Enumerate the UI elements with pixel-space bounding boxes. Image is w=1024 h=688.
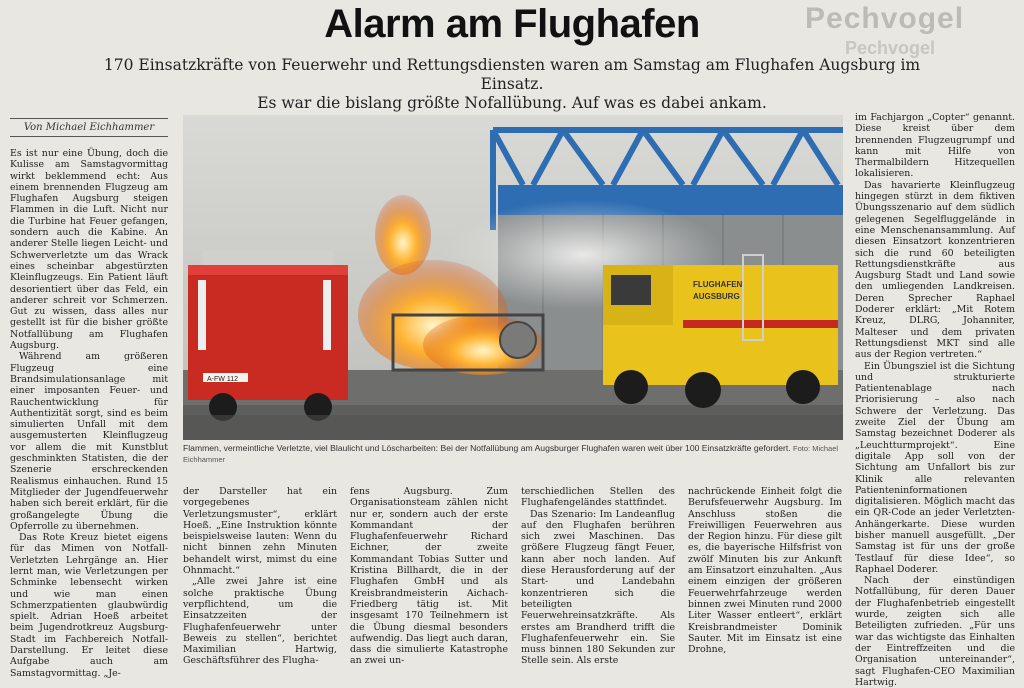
paragraph: „Alle zwei Jahre ist eine solche praktische Übung verpflichtend, um die Einsatzzeiten der Flughafenfeuerwehr unter Beweis zu stellen“, berichtet Maximilian Hartwig, Geschäftsführer des Flugha- — [183, 576, 337, 667]
text-column-6 — [855, 112, 1015, 688]
neighbor-article-ghost-header: Pechvogel — [805, 2, 965, 35]
text-column-3 — [350, 486, 508, 667]
caption-text: Flammen, vermeintliche Verletzte, viel Blaulicht und Löscharbeiten: Bei der Notfallübung am Augsburger Flughafen waren weit über 100 Einsatzkräfte gefordert. — [183, 443, 791, 453]
text-column-4 — [521, 486, 675, 667]
paragraph: Während am größeren Flugzeug eine Brandsimulationsanlage mit einer imposanten Feuer- und Rauchentwicklung für Authentizität sorgt, sind es beim simulierten Unfall mit dem ausgemusterten Kleinflugzeug vor allem die mit Kunstblut geschminkten Statisten, die der Szenerie erschreckenden Realismus einhauchen. Rund 15 Mitglieder der Jugendfeuerwehr haben sich bereit erklärt, für die großangelegte Übung die Opferrolle zu übernehmen. — [10, 351, 168, 532]
neighbor-article-ghost-subheader: Pechvogel — [845, 38, 936, 58]
truck-right-label-2: AUGSBURG — [693, 292, 740, 301]
paragraph: Das Rote Kreuz bietet eigens für das Mimen von Notfall-Verletzten Lehrgänge an. Hier lernt man, wie Verletzungen per Schminke lebensecht wirken und wie man einen Schmerzpatienten glaubwürdig spielt. Adrian Hoeß arbeitet beim Jugendrotkreuz Augsburg-Stadt im Fachbereich Notfall-Darstellung. Er leitet diese Aufgabe auch am Samstagvormittag. „Je- — [10, 532, 168, 679]
paragraph: terschiedlichen Stellen des Flughafengeländes stattfindet. — [521, 486, 675, 509]
subheadline — [90, 56, 934, 113]
text-column-1 — [10, 148, 168, 679]
text-column-5 — [688, 486, 842, 656]
paragraph: Es ist nur eine Übung, doch die Kulisse am Samstagvormittag wirkt beklemmend echt: Aus einem brennenden Flugzeug am Flughafen Augsburg steigen Flammen in die Luft. Nicht nur die Turbine hat Feuer gefangen, sondern auch die Kabine. An anderer Stelle liegen Leicht- und Schwerverletzte um das Wrack eines scheinbar abgestürzten Kleinflugzeugs. Ein Patient läuft desorientiert über das Feld, ein anderer schreit vor Schmerzen. Gut zu wissen, dass alles nur gestellt ist für die bisher größte Notfallübung am Flughafen Augsburg. — [10, 148, 168, 352]
paragraph: Das Szenario: Im Landeanflug auf den Flughafen berühren sich zwei Maschinen. Das größere Flugzeug fängt Feuer, kann aber noch landen. Auf diese Herausforderung auf der Start- und Landebahn konzentrieren sich die beteiligten Feuerwehreinsatzkräfte. Als erstes am Brandherd trifft die Flughafenfeuerwehr ein. Sie muss binnen 180 Sekunden zur Stelle sein. Als erste — [521, 508, 675, 667]
paragraph: fens Augsburg. Zum Organisationsteam zählen nicht nur er, sondern auch der erste Kommandant der Flughafenfeuerwehr Richard Eichner, der zweite Kommandant Tobias Sutter und Kristina Billhardt, die in der Flughafen GmbH und als Kreisbrandmeisterin Aichach-Friedberg tätig ist. Mit insgesamt 170 Teilnehmern ist die Übung diesmal besonders aufwendig. Das liegt auch daran, dass die simulierte Katastrophe an zwei un- — [350, 486, 508, 667]
paragraph: im Fachjargon „Copter“ genannt. Diese kreist über dem brennenden Flugzeugrumpf und kann mit Hilfe von Thermalbildern Hitzequellen lokalisieren. — [855, 112, 1015, 180]
subheadline-line-1: 170 Einsatzkräfte von Feuerwehr und Rettungsdiensten waren am Samstag am Flughafen Augsburg im Einsatz. — [103, 56, 921, 93]
article-photo — [183, 115, 843, 440]
paragraph: nachrückende Einheit folgt die Berufsfeuerwehr Augsburg. Im Anschluss stoßen die Freiwilligen Feuerwehren aus der Region hinzu. Für diese gilt es, die bayerische Hilfsfrist von zwölf Minuten bis zur Ankunft am Einsatzort einzuhalten. „Aus einem einzigen der größeren Feuerwehrfahrzeuge werden binnen zwei Minuten rund 2000 Liter Wasser entleert“, erklärt Kreisbrandmeister Dominik Sauter. Mit im Einsatz ist eine Drohne, — [688, 486, 842, 656]
photo-credit: Foto: Michael Eichhammer — [183, 444, 839, 464]
headline: Alarm am Flughafen — [324, 2, 700, 46]
photo-fire-drill-scene — [183, 115, 843, 440]
paragraph: Das havarierte Kleinflugzeug hingegen stürzt in dem fiktiven Übungsszenario auf dem südlich gelegenen Segelfluggelände in eine Menschenansammlung. Auf diesen Einsatzort konzentrieren sich die rund 60 beteiligten Rettungsdienstkräfte aus Augsburg Stadt und Land sowie den umliegenden Landkreisen. Deren Sprecher Raphael Doderer erklärt: „Mit Rotem Kreuz, DLRG, Johanniter, Malteser und dem privaten Rettungsdienst MKT sind alle aus der Region vertreten.“ — [855, 179, 1015, 361]
paragraph: Nach der einstündigen Notfallübung, für deren Dauer der Flughafenbetrieb eingestellt wurde, zeigten sich alle Beteiligten zufrieden. „Für uns war das wichtigste das Einhalten der Eintreffzeiten und die Organisation untereinander“, sagt Flughafen-CEO Maximilian Hartwig. — [855, 575, 1015, 688]
subheadline-line-2: Es war die bislang größte Nofallübung. Auf was es dabei ankam. — [257, 94, 767, 112]
truck-left-plate: A-FW 112 — [207, 376, 238, 383]
paragraph: der Darsteller hat ein vorgegebenes Verletzungsmuster“, erklärt Hoeß. „Eine Instruktion könnte beispielsweise lauten: Wenn du nicht binnen zehn Minuten behandelt wirst, mimst du eine Ohnmacht.“ — [183, 486, 337, 577]
paragraph: Ein Übungsziel ist die Sichtung und strukturierte Patientenablage nach Priorisierung – also nach Schwere der Verletzung. Das zweite Ziel der Übung am Samstag bezeichnet Doderer als „Leuchtturmprojekt“. Eine digitale App soll von der Sichtung am Unfallort bis zur Klinik alle relevanten Patienteninformationen digitalisieren. Möglich macht das ein QR-Code an jeder Verletzten-Anhängerkarte. Diese wurden bisher manuell ausgefüllt. „Der Samstag ist für uns der große Testlauf für diese Idee“, so Raphael Doderer. — [855, 360, 1015, 575]
photo-caption — [183, 443, 843, 465]
text-column-2 — [183, 486, 337, 667]
truck-right-label-1: FLUGHAFEN — [693, 280, 743, 289]
byline: Von Michael Eichhammer — [10, 118, 168, 137]
